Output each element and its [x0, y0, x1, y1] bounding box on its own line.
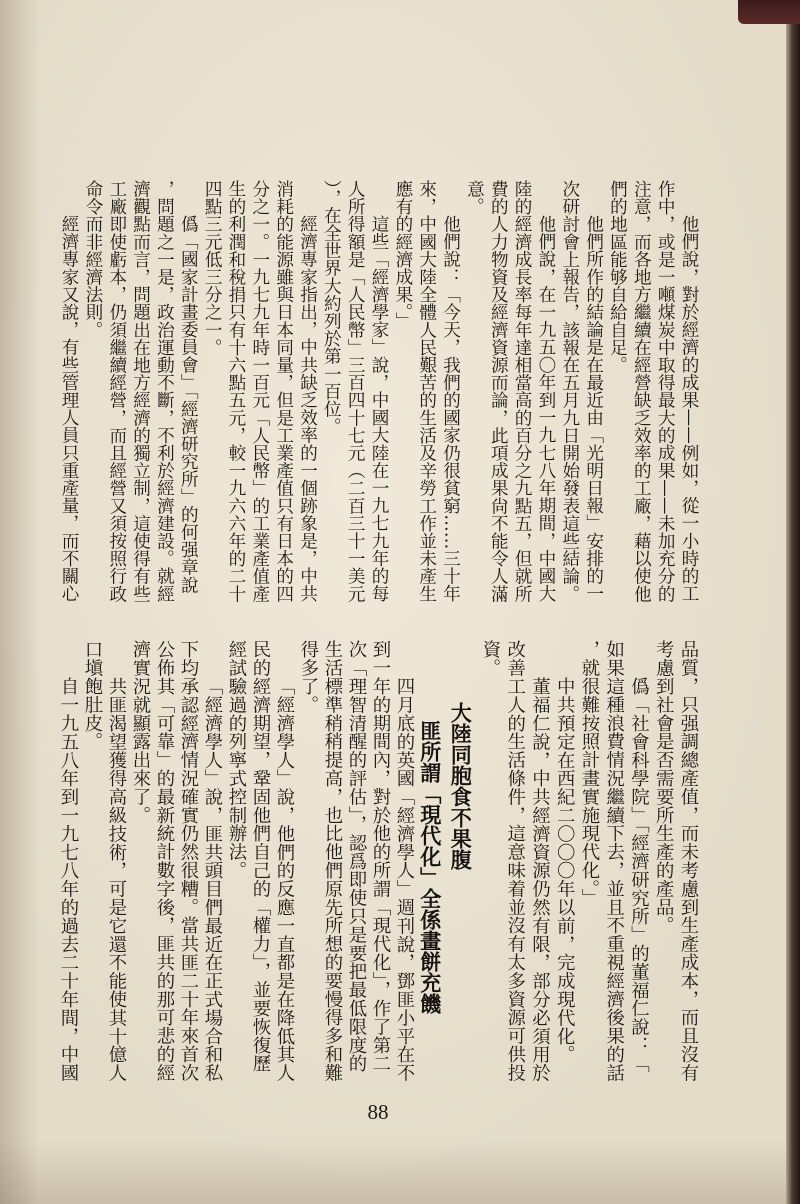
text-column: 品質，只强調總產值，而未考慮到生產成本，而且沒有 [678, 640, 699, 1082]
text-column: 他們說，在一九五〇年到一九七八年期間，中國大 [535, 215, 556, 603]
text-column: 注意，而各地方繼續在經營缺乏效率的工廠，藉以使他 [631, 180, 652, 603]
text-column: 民的經濟期望，鞏固他們自己的「權力」，並要恢復歷 [250, 640, 271, 1073]
text-column: 下均承認經濟情況確實仍然很糟。當共匪二十年來首次 [178, 640, 199, 1082]
text-column: 「經濟學人」說，他們的反應一直都是在降低其人 [274, 676, 295, 1082]
text-column: 董福仁說，中共經濟資源仍然有限，部分必須用於 [529, 676, 551, 1082]
text-column: 考慮到社會是否需要所生產的產品。 [653, 640, 675, 935]
text-column: 僞「國家計畫委員會」「經濟研究所」的何强章說 [178, 215, 199, 594]
text-column: 經濟專家又說，有些管理人員只重產量，而不關心 [59, 215, 80, 603]
text-column: ，問題之一是，政治運動不斷，不利於經濟建設。就經 [154, 180, 175, 603]
text-column: 共匪渴望獲得高級技術，可是它還不能使其十億人 [106, 676, 127, 1082]
text-column: 命令而非經濟法則。 [82, 180, 103, 339]
text-column: 得多了。 [298, 640, 319, 714]
text-column: 次研討會上報告，該報在五月九日開始發表這些結論。 [559, 180, 580, 603]
text-column: 濟實況就顯露出來了。 [130, 640, 151, 824]
text-column: 他們所作的結論是在最近由「光明日報」安排的一 [583, 215, 604, 603]
text-column: 經濟專家指出，中共缺乏效率的一個跡象是，中共 [297, 215, 318, 603]
text-column: 消耗的能源雖與日本同量，但是工業產值只有日本的四 [273, 180, 294, 603]
text-column: 經試驗過的列寧式控制辦法。 [226, 640, 247, 880]
text-column: 四月底的英國「經濟學人」週刊說，鄧匪小平在不 [394, 676, 415, 1082]
text-column: 來，中國大陸全體人民艱苦的生活及辛勞工作並未產生 [416, 180, 437, 603]
text-column: 費的人力物資及經濟資源而論，此項成果尙不能令人滿 [488, 180, 509, 603]
text-column: 如果這種浪費情況繼續下去，並且不重視經濟後果的話 [603, 640, 625, 1082]
text-column: 中共預定在西紀二〇〇〇年以前，完成現代化。 [554, 676, 576, 1064]
text-column: 僞「社會科學院」「經濟研究所」的董福仁說：「 [628, 676, 650, 1073]
headline-subtitle: 匪所謂「現代化」全係畫餅充饑 [417, 720, 443, 1014]
text-column: 生的利潤和稅捐只有十六點五元，較一九六六年的二十 [225, 180, 246, 603]
text-column: 人所得額是「人民幣」三百四十七元（二百三十一美元 [345, 180, 366, 603]
text-column: 口塡飽肚皮。 [82, 640, 103, 751]
text-column: 「經濟學人」說，匪共頭目們最近在正式場合和私 [202, 676, 223, 1082]
text-column: 他們說：「今天，我們的國家仍很貧窮……三十年 [440, 215, 461, 603]
text-column: 分之一。一九七九年時一百元「人民幣」的工業產值產 [249, 180, 270, 603]
text-column: 公佈其「可靠」的最新統計數字後，匪共的那可悲的經 [154, 640, 175, 1082]
text-column: ），在全世界大約列於第一百位。 [321, 180, 342, 436]
lower-text-tier [56, 640, 700, 1092]
text-column: 改善工人的生活條件，這意味着並沒有太多資源可供投 [504, 640, 526, 1082]
text-column: 到一年的期間內，對於他的所謂「現代化」，作了第二 [370, 640, 391, 1073]
text-column: 作中，或是一噸煤炭中取得最大的成果——未加充分的 [655, 180, 676, 603]
text-column: 應有的經濟成果。」 [392, 180, 413, 330]
text-column: 自一九五八年到一九七八年的過去二十年間，中國 [58, 676, 79, 1082]
text-column: 他們說，對於經濟的成果——例如，從一小時的工 [679, 215, 699, 603]
text-column: 們的地區能够自給自足。 [607, 180, 628, 374]
text-column: 陸的經濟成長率每年達相當高的百分之九點五，但就所 [512, 180, 533, 603]
headline-title: 大陸同胞食不果腹 [448, 702, 474, 870]
text-column: 意。 [464, 180, 485, 216]
page-number: 88 [367, 1100, 389, 1124]
text-column: 四點三元低三分之一。 [202, 180, 223, 356]
text-column: 資。 [480, 640, 501, 677]
text-column: 次「理智清醒的評估」，認爲即使只是要把最低限度的 [346, 640, 367, 1073]
text-column: 生活標準稍稍提高，也比他們原先所想的要慢得多和難 [322, 640, 343, 1082]
text-column: 這些「經濟學家」說，中國大陸在一九七九年的每 [369, 215, 390, 603]
text-column: ，就很難按照計畫實施現代化。」 [579, 640, 600, 907]
text-column: 工廠即使虧本，仍須繼續經營，而且經營又須按照行政 [106, 180, 127, 603]
book-cover-corner [738, 0, 800, 24]
text-column: 濟觀點而言，問題出在地方經濟的獨立制，這使得有些 [130, 180, 151, 603]
upper-text-tier [56, 180, 700, 620]
book-cover-edge [786, 0, 800, 1204]
